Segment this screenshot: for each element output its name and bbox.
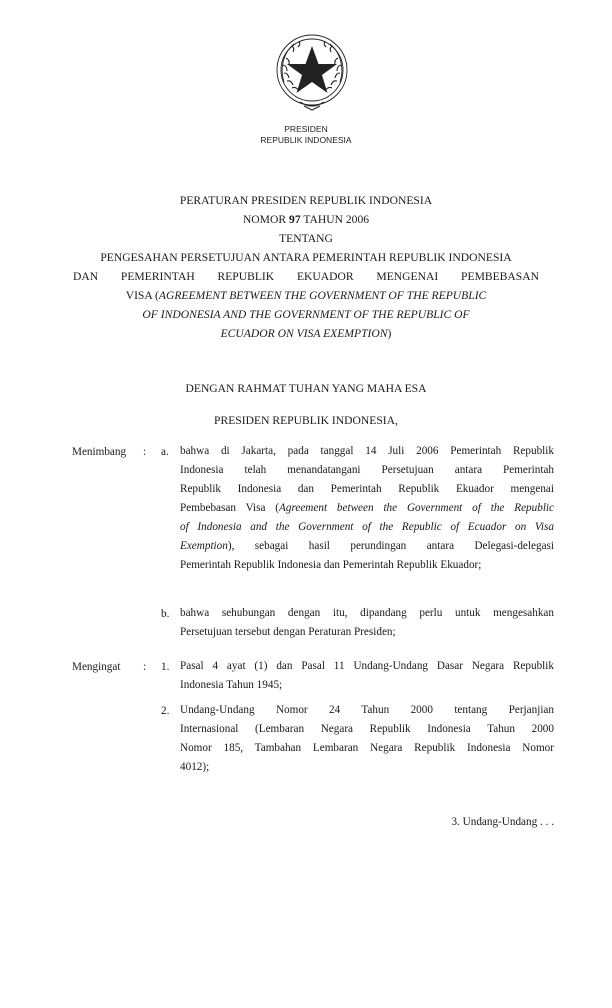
mengingat-2-line-1: Undang-Undang Nomor 24 Tahun 2000 tentang Perjanjian: [180, 704, 554, 716]
title-line-5: DAN PEMERINTAH REPUBLIK EKUADOR MENGENAI PEMBEBASAN: [73, 270, 539, 283]
title-nomor-value: 97: [289, 213, 301, 226]
menimbang-a-line-3: Republik Indonesia dan Pemerintah Republik Ekuador mengenai: [180, 483, 554, 495]
title-tahun: TAHUN 2006: [303, 213, 370, 226]
header-presiden: PRESIDEN: [284, 124, 328, 134]
menimbang-a-line-4-pre: Pembebasan Visa (: [180, 502, 280, 514]
menimbang-a-line-6: [180, 537, 554, 556]
mengingat-colon: :: [143, 661, 147, 673]
mengingat-2-line-2: Internasional (Lembaran Negara Republik Indonesia Tahun 2000: [180, 723, 554, 735]
menimbang-a-line-6-italic: Exemption: [180, 540, 228, 552]
title-tentang: TENTANG: [279, 232, 333, 245]
rahmat-heading: DENGAN RAHMAT TUHAN YANG MAHA ESA: [185, 382, 427, 395]
mengingat-2-line-3: Nomor 185, Tambahan Lembaran Negara Republik Indonesia Nomor: [180, 742, 554, 754]
menimbang-colon: :: [143, 446, 147, 458]
mengingat-2-marker: 2.: [161, 705, 170, 717]
title-line-4: PENGESAHAN PERSETUJUAN ANTARA PEMERINTAH REPUBLIK INDONESIA: [100, 251, 512, 264]
title-line-8: [56, 324, 556, 343]
document-title: [56, 191, 556, 343]
menimbang-b-paragraph: [180, 604, 554, 642]
menimbang-b-line-1: bahwa sehubungan dengan itu, dipandang perlu untuk mengesahkan: [180, 607, 554, 619]
menimbang-a-line-4-italic: Agreement between the Government of the Republic: [279, 502, 555, 514]
menimbang-a-paragraph: [180, 442, 554, 575]
garuda-emblem-icon: [268, 32, 356, 116]
menimbang-a-line-1: bahwa di Jakarta, pada tanggal 14 Juli 2006 Pemerintah Republik: [180, 445, 554, 457]
title-line-7: [56, 305, 556, 324]
mengingat-1-line-1: Pasal 4 ayat (1) dan Pasal 11 Undang-Undang Dasar Negara Republik: [180, 660, 554, 672]
title-line-8-post: ): [387, 327, 392, 340]
menimbang-a-line-5-italic: of Indonesia and the Government of the Republic of Ecuador on Visa: [180, 521, 554, 533]
menimbang-label: Menimbang: [72, 446, 127, 458]
title-line-8-italic: ECUADOR ON VISA EXEMPTION: [220, 327, 388, 340]
title-nomor-line: [56, 210, 556, 229]
header-republik-indonesia: REPUBLIK INDONESIA: [260, 135, 352, 145]
mengingat-2-line-4: 4012);: [180, 761, 210, 773]
title-line-6-italic: AGREEMENT BETWEEN THE GOVERNMENT OF THE REPUBLIC: [158, 289, 487, 302]
title-nomor-label: NOMOR: [242, 213, 287, 226]
mengingat-1-line-2: Indonesia Tahun 1945;: [180, 679, 283, 691]
menimbang-a-line-5: [180, 518, 554, 537]
mengingat-label: Mengingat: [72, 661, 121, 673]
header-caption: [0, 124, 612, 146]
menimbang-a-line-4: [180, 499, 554, 518]
menimbang-a-line-7: Pemerintah Republik Indonesia dan Pemerintah Republik Ekuador;: [180, 559, 482, 571]
continuation-catchword: 3. Undang-Undang . . .: [451, 816, 554, 828]
mengingat-1-marker: 1.: [161, 661, 170, 673]
menimbang-b-marker: b.: [161, 608, 170, 620]
title-line-6-pre: VISA (: [125, 289, 159, 302]
title-line-6: [56, 286, 556, 305]
mengingat-1-paragraph: [180, 657, 554, 695]
menimbang-a-marker: a.: [161, 446, 169, 458]
menimbang-b-line-2: Persetujuan tersebut dengan Peraturan Presiden;: [180, 626, 396, 638]
title-line-7-italic: OF INDONESIA AND THE GOVERNMENT OF THE REPUBLIC OF: [142, 308, 470, 321]
presiden-heading: PRESIDEN REPUBLIK INDONESIA,: [214, 414, 398, 427]
mengingat-2-paragraph: [180, 701, 554, 777]
menimbang-a-line-6-post: ), sebagai hasil perundingan antara Delegasi-delegasi: [227, 540, 554, 552]
menimbang-a-line-2: Indonesia telah menandatangani Persetujuan antara Pemerintah: [180, 464, 554, 476]
title-line-1: PERATURAN PRESIDEN REPUBLIK INDONESIA: [179, 194, 433, 207]
